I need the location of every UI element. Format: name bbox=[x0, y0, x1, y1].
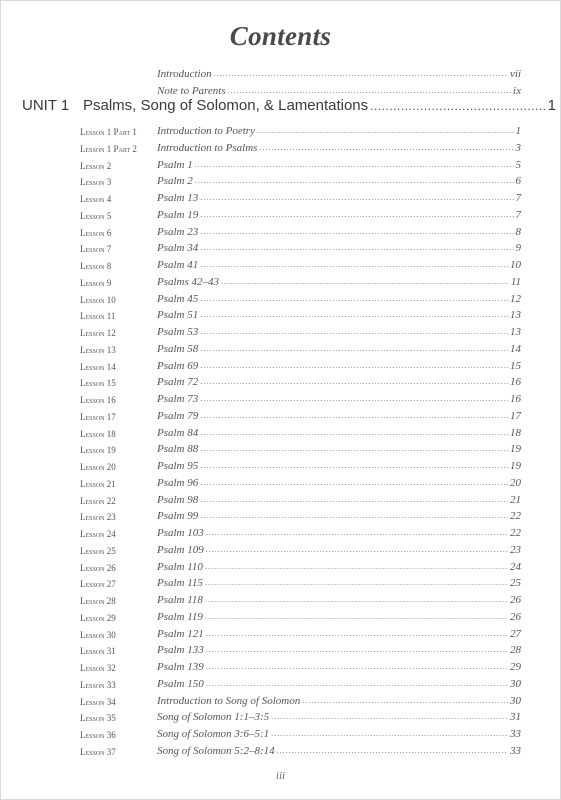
lesson-label: Lesson 25 bbox=[80, 545, 116, 556]
toc-entry-title: Psalm 79 bbox=[157, 409, 199, 422]
toc-page-number: 15 bbox=[510, 359, 521, 372]
unit-label: UNIT 1 bbox=[22, 97, 70, 114]
toc-page-number: 6 bbox=[515, 175, 521, 188]
toc-entry-title: Psalm 110 bbox=[157, 560, 203, 573]
lesson-label: Lesson 35 bbox=[80, 713, 116, 724]
leader-dots bbox=[206, 662, 508, 671]
leader-dots bbox=[200, 294, 508, 303]
toc-page-number: 21 bbox=[510, 493, 521, 506]
lesson-label: Lesson 11 bbox=[80, 311, 116, 322]
toc-entry-title: Psalm 72 bbox=[157, 376, 199, 389]
toc-entry-title: Psalm 73 bbox=[157, 393, 199, 405]
leader-dots bbox=[271, 712, 508, 721]
toc-entry-title: Psalm 34 bbox=[157, 242, 199, 255]
lesson-label: Lesson 32 bbox=[80, 663, 116, 673]
leader-dots bbox=[259, 143, 513, 152]
lesson-label: Lesson 3 bbox=[80, 177, 112, 188]
lesson-label: Lesson 5 bbox=[80, 210, 112, 221]
toc-entry-title: Psalm 88 bbox=[157, 443, 199, 456]
leader-dots bbox=[200, 461, 508, 470]
lesson-label: Lesson 21 bbox=[80, 478, 116, 489]
toc-entry-title: Psalm 58 bbox=[157, 342, 199, 355]
leader-dots bbox=[206, 528, 508, 537]
lesson-label: Lesson 2 bbox=[80, 160, 112, 171]
leader-dots bbox=[200, 260, 508, 269]
lesson-label: Lesson 30 bbox=[80, 629, 116, 640]
leader-dots bbox=[200, 478, 508, 487]
toc-page-number: 19 bbox=[510, 460, 521, 472]
toc-entry-title: Song of Solomon 3:6–5:1 bbox=[157, 728, 270, 740]
toc-page-number: 25 bbox=[510, 577, 521, 590]
toc-page-number: 18 bbox=[510, 426, 521, 439]
toc-entry-title: Psalm 99 bbox=[157, 510, 199, 523]
toc-page-number: 16 bbox=[510, 376, 521, 389]
toc-entry-title: Psalm 13 bbox=[157, 192, 199, 204]
toc-page-number: 30 bbox=[510, 694, 521, 707]
toc-page-number: 14 bbox=[510, 342, 521, 355]
toc-entry-title: Introduction to Psalms bbox=[157, 141, 258, 154]
toc-page-number: 3 bbox=[515, 141, 521, 154]
toc-page-number: ix bbox=[513, 85, 521, 97]
lesson-label: Lesson 26 bbox=[80, 562, 116, 573]
lesson-label: Lesson 14 bbox=[80, 361, 116, 372]
leader-dots bbox=[205, 612, 508, 621]
leader-dots bbox=[200, 243, 513, 252]
leader-dots bbox=[200, 511, 508, 520]
leader-dots bbox=[195, 176, 514, 185]
lesson-label: Lesson 19 bbox=[80, 445, 116, 456]
toc-entry-title: Psalm 118 bbox=[157, 594, 203, 606]
toc-page-number: 27 bbox=[510, 627, 521, 640]
leader-dots bbox=[370, 99, 546, 113]
lesson-label: Lesson 22 bbox=[80, 495, 116, 506]
leader-dots bbox=[221, 277, 509, 286]
toc-entry-title: Psalm 45 bbox=[157, 292, 199, 305]
toc-entry-title: Psalm 23 bbox=[157, 225, 199, 238]
leader-dots bbox=[228, 86, 511, 95]
unit-heading[interactable] bbox=[22, 97, 556, 114]
toc-page-number: 33 bbox=[510, 728, 521, 740]
page-title: Contents bbox=[229, 21, 332, 51]
leader-dots bbox=[277, 746, 508, 755]
toc-entry-title: Psalm 53 bbox=[157, 326, 199, 338]
toc-page-number: 33 bbox=[510, 744, 521, 757]
leader-dots bbox=[206, 645, 508, 654]
lesson-label: Lesson 18 bbox=[80, 428, 116, 439]
toc-entry-title: Psalm 96 bbox=[157, 476, 199, 489]
lesson-label: Lesson 12 bbox=[80, 328, 116, 338]
toc-page-number: 5 bbox=[515, 158, 521, 171]
leader-dots bbox=[200, 210, 513, 219]
toc-entry-title: Psalm 115 bbox=[157, 577, 203, 590]
lesson-label: Lesson 17 bbox=[80, 411, 116, 422]
toc-page-number: 12 bbox=[510, 292, 521, 305]
toc-page-number: 19 bbox=[510, 443, 521, 456]
page-number-footer: iii bbox=[275, 770, 286, 782]
toc-page-number: 7 bbox=[515, 208, 521, 221]
toc-entry-title: Psalm 98 bbox=[157, 493, 199, 506]
toc-entry-title: Psalm 84 bbox=[157, 426, 199, 439]
unit-page-number: 1 bbox=[547, 97, 556, 114]
lesson-label: Lesson 24 bbox=[80, 529, 116, 539]
lesson-label: Lesson 36 bbox=[80, 730, 116, 740]
lesson-label: Lesson 4 bbox=[80, 194, 112, 204]
toc-entry-title: Psalm 133 bbox=[157, 644, 204, 657]
leader-dots bbox=[206, 629, 508, 638]
toc-page-number: 17 bbox=[510, 409, 521, 422]
leader-dots bbox=[200, 327, 508, 336]
toc-entry-title: Psalm 51 bbox=[157, 309, 199, 322]
leader-dots bbox=[200, 361, 508, 370]
leader-dots bbox=[302, 696, 508, 705]
toc-page-number: 30 bbox=[510, 677, 521, 690]
lesson-label: Lesson 6 bbox=[80, 227, 112, 238]
toc-entry-title: Psalm 139 bbox=[157, 661, 204, 673]
toc-entry-title: Introduction to Poetry bbox=[157, 125, 255, 137]
lesson-label: Lesson 10 bbox=[80, 294, 116, 305]
toc-page-number: 23 bbox=[510, 543, 521, 556]
lesson-label: Lesson 7 bbox=[80, 244, 112, 255]
leader-dots bbox=[200, 227, 513, 236]
leader-dots bbox=[200, 495, 508, 504]
lesson-label: Lesson 27 bbox=[80, 579, 116, 590]
leader-dots bbox=[200, 394, 508, 403]
toc-page-number: vii bbox=[510, 68, 521, 80]
lesson-label: Lesson 1 Part 2 bbox=[80, 143, 137, 154]
toc-entry-title: Psalm 95 bbox=[157, 460, 199, 472]
toc-page-number: 24 bbox=[510, 560, 521, 573]
toc-entry-title: Introduction to Song of Solomon bbox=[157, 694, 301, 707]
toc-entry-title: Note to Parents bbox=[157, 85, 226, 97]
toc-page-number: 1 bbox=[515, 125, 521, 137]
toc-page-number: 26 bbox=[510, 594, 521, 606]
leader-dots bbox=[271, 729, 508, 738]
leader-dots bbox=[200, 344, 508, 353]
leader-dots bbox=[205, 595, 508, 604]
toc-page-number: 28 bbox=[510, 644, 521, 657]
toc-entry-title: Psalm 119 bbox=[157, 610, 203, 623]
lesson-label: Lesson 15 bbox=[80, 378, 116, 389]
toc-page-number: 29 bbox=[510, 661, 521, 673]
toc-page-number: 8 bbox=[515, 225, 521, 238]
lesson-label: Lesson 20 bbox=[80, 462, 116, 472]
toc-page-number: 11 bbox=[510, 275, 521, 288]
toc-entry-title: Song of Solomon 1:1–3:5 bbox=[157, 711, 270, 724]
lesson-label: Lesson 31 bbox=[80, 646, 116, 657]
toc-page-number: 20 bbox=[510, 476, 521, 489]
toc-page-number: 16 bbox=[510, 393, 521, 405]
leader-dots bbox=[200, 377, 508, 386]
toc-page-number: 9 bbox=[515, 242, 521, 255]
leader-dots bbox=[195, 160, 514, 169]
toc-entry-title: Psalm 19 bbox=[157, 208, 199, 221]
lesson-label: Lesson 13 bbox=[80, 344, 116, 355]
toc-entry-title: Introduction bbox=[157, 68, 212, 80]
leader-dots bbox=[206, 679, 508, 688]
leader-dots bbox=[205, 578, 508, 587]
leader-dots bbox=[200, 444, 508, 453]
toc-entry-title: Psalm 41 bbox=[157, 259, 199, 271]
lesson-label: Lesson 23 bbox=[80, 512, 116, 523]
toc-page-number: 26 bbox=[510, 610, 521, 623]
toc-page-number: 22 bbox=[510, 510, 521, 523]
lesson-label: Lesson 34 bbox=[80, 696, 116, 707]
leader-dots bbox=[205, 562, 508, 571]
leader-dots bbox=[200, 428, 508, 437]
toc-page-number: 7 bbox=[515, 192, 521, 204]
toc-page-number: 31 bbox=[510, 711, 521, 724]
toc-entry-title: Song of Solomon 5:2–8:14 bbox=[157, 744, 275, 757]
leader-dots bbox=[200, 310, 508, 319]
toc-page-number: 22 bbox=[510, 527, 521, 539]
leader-dots bbox=[214, 69, 508, 78]
toc-entry-title: Psalms 42–43 bbox=[157, 275, 220, 288]
toc-page-number: 13 bbox=[510, 326, 521, 338]
toc-entry-title: Psalm 121 bbox=[157, 627, 204, 640]
lesson-label: Lesson 29 bbox=[80, 612, 116, 623]
lesson-label: Lesson 1 Part 1 bbox=[80, 127, 137, 137]
leader-dots bbox=[200, 193, 513, 202]
leader-dots bbox=[206, 545, 508, 554]
lesson-label: Lesson 8 bbox=[80, 261, 112, 271]
toc-entry-title: Psalm 1 bbox=[157, 158, 193, 171]
lesson-label: Lesson 9 bbox=[80, 277, 112, 288]
lesson-label: Lesson 33 bbox=[80, 679, 116, 690]
unit-title: Psalms, Song of Solomon, & Lamentations bbox=[83, 97, 369, 114]
toc-entry-title: Psalm 109 bbox=[157, 543, 204, 556]
lesson-label: Lesson 28 bbox=[80, 596, 116, 606]
toc-entry-title: Psalm 2 bbox=[157, 175, 193, 188]
lesson-label: Lesson 16 bbox=[80, 395, 116, 405]
toc-entry-title: Psalm 150 bbox=[157, 677, 204, 690]
toc-entry-title: Psalm 103 bbox=[157, 527, 204, 539]
toc-page-number: 10 bbox=[510, 259, 521, 271]
lesson-label: Lesson 37 bbox=[80, 746, 116, 757]
leader-dots bbox=[200, 411, 508, 420]
leader-dots bbox=[257, 126, 514, 135]
toc-entry-title: Psalm 69 bbox=[157, 359, 199, 372]
toc-page-number: 13 bbox=[510, 309, 521, 322]
